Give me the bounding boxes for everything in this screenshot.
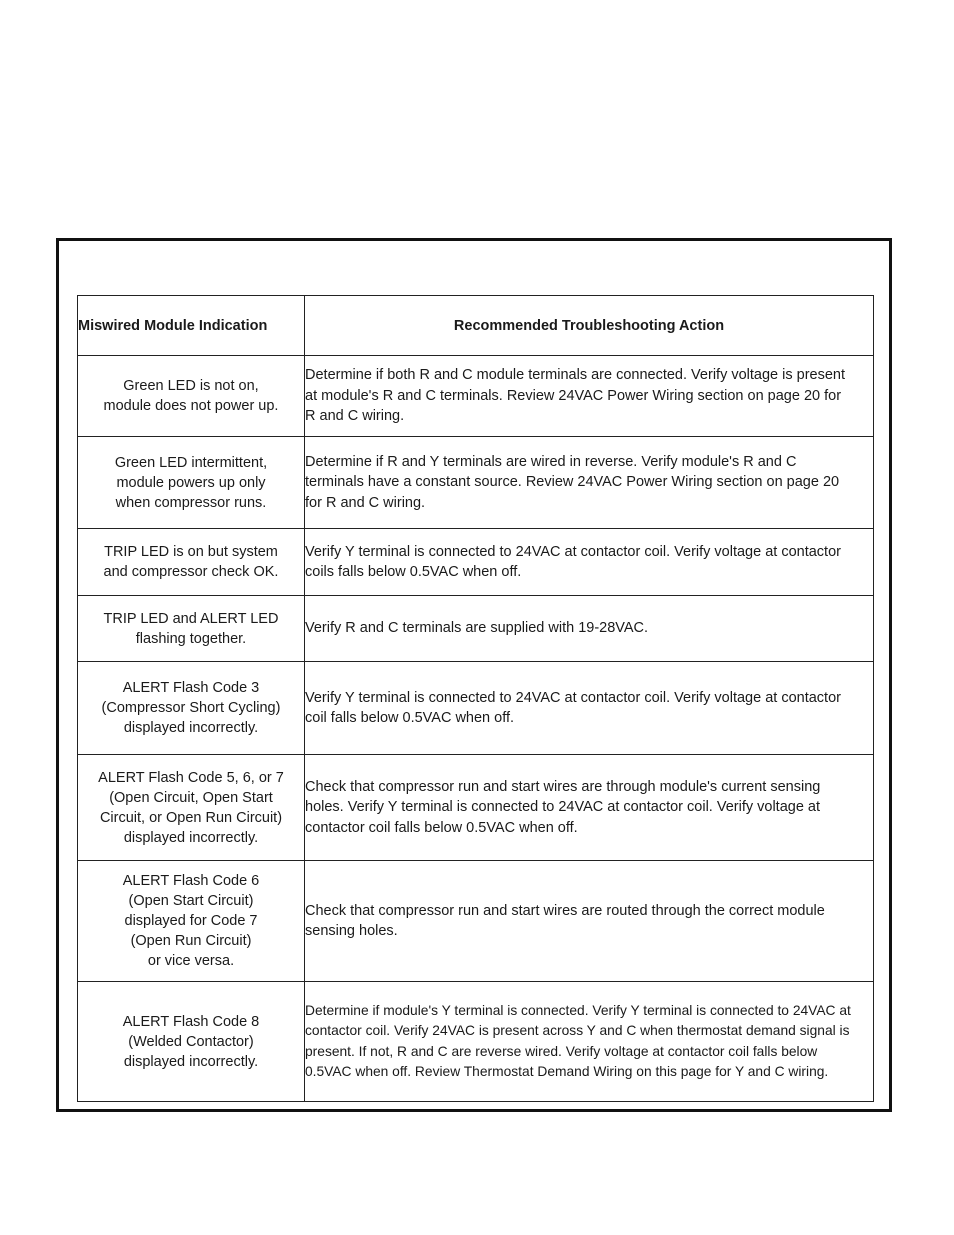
- indication-line: displayed for Code 7: [124, 913, 258, 929]
- indication-line: module does not power up.: [103, 398, 279, 414]
- indication-cell: [78, 662, 305, 755]
- action-line: Determine if R and Y terminals are wired in reverse. Verify module's R and C: [305, 453, 797, 470]
- indication-line: ALERT Flash Code 6: [122, 873, 260, 889]
- troubleshooting-table: [77, 295, 874, 1102]
- indication-cell: [78, 755, 305, 861]
- table-row: [78, 437, 874, 529]
- action-line: holes. Verify Y terminal is connected to 24VAC at contactor coil. Verify voltage at: [305, 799, 821, 816]
- action-line: sensing holes.: [305, 923, 398, 939]
- table-row: [78, 982, 874, 1102]
- indication-line: displayed incorrectly.: [123, 829, 259, 846]
- indication-line: (Open Run Circuit): [130, 933, 252, 949]
- action-line: for R and C wiring.: [305, 494, 426, 511]
- action-line: R and C wiring.: [305, 408, 405, 425]
- action-line: Check that compressor run and start wires are routed through the correct module: [305, 902, 825, 919]
- action-line: Determine if both R and C module terminals are connected. Verify voltage is present: [305, 367, 845, 384]
- action-cell: [305, 662, 874, 755]
- table-row: [78, 529, 874, 596]
- indication-line: Circuit, or Open Run Circuit): [99, 809, 283, 826]
- indication-line: ALERT Flash Code 3: [122, 680, 260, 696]
- indication-line: displayed incorrectly.: [123, 720, 259, 736]
- indication-line: flashing together.: [135, 630, 247, 647]
- header-indication: Miswired Module Indication: [78, 296, 305, 356]
- action-cell: [305, 356, 874, 437]
- action-line: coil falls below 0.5VAC when off.: [305, 710, 515, 726]
- indication-cell: [78, 982, 305, 1102]
- table-row: [78, 662, 874, 755]
- table-row: [78, 596, 874, 662]
- table-row: [78, 755, 874, 861]
- action-line: contactor coil. Verify 24VAC is present across Y and C when thermostat demand signal is: [305, 1023, 850, 1038]
- indication-line: TRIP LED is on but system: [104, 544, 278, 560]
- indication-cell: [78, 861, 305, 982]
- indication-cell: [78, 437, 305, 529]
- header-action: Recommended Troubleshooting Action: [305, 296, 874, 356]
- action-line: Verify Y terminal is connected to 24VAC at contactor coil. Verify voltage at contactor: [305, 689, 841, 706]
- indication-cell: [78, 596, 305, 662]
- action-cell: [305, 982, 874, 1102]
- indication-line: ALERT Flash Code 8: [122, 1013, 260, 1030]
- action-cell: [305, 437, 874, 529]
- action-cell: [305, 861, 874, 982]
- action-line: Verify Y terminal is connected to 24VAC at contactor coil. Verify voltage at contactor: [305, 543, 841, 560]
- indication-line: when compressor runs.: [115, 494, 267, 511]
- action-line: Check that compressor run and start wires are through module's current sensing: [305, 778, 821, 795]
- action-line: present. If not, R and C are reverse wired. Verify voltage at contactor coil falls below: [305, 1043, 818, 1059]
- indication-line: or vice versa.: [147, 953, 235, 969]
- indication-line: module powers up only: [116, 474, 266, 491]
- indication-line: displayed incorrectly.: [123, 1053, 259, 1070]
- action-cell: [305, 529, 874, 596]
- action-line: 0.5VAC when off. Review Thermostat Demand Wiring on this page for Y and C wiring.: [305, 1064, 829, 1079]
- action-line: coils falls below 0.5VAC when off.: [305, 564, 522, 580]
- indication-line: TRIP LED and ALERT LED: [103, 610, 279, 627]
- indication-cell: [78, 529, 305, 596]
- indication-line: (Open Start Circuit): [128, 893, 254, 909]
- indication-line: and compressor check OK.: [103, 564, 279, 580]
- action-line: Determine if module's Y terminal is connected. Verify Y terminal is connected to 24VAC at: [305, 1002, 851, 1018]
- indication-cell: [78, 356, 305, 437]
- indication-line: (Open Circuit, Open Start: [109, 789, 273, 806]
- action-cell: [305, 596, 874, 662]
- indication-line: Green LED is not on,: [123, 378, 259, 394]
- action-line: terminals have a constant source. Review 24VAC Power Wiring section on page 20: [305, 474, 840, 491]
- action-line: at module's R and C terminals. Review 24VAC Power Wiring section on page 20 for: [305, 387, 842, 404]
- action-line: Verify R and C terminals are supplied with 19-28VAC.: [305, 620, 649, 637]
- indication-line: (Welded Contactor): [128, 1033, 254, 1050]
- action-cell: [305, 755, 874, 861]
- action-line: contactor coil falls below 0.5VAC when off.: [305, 819, 578, 836]
- table-header-row: [78, 296, 874, 356]
- table-row: [78, 356, 874, 437]
- indication-line: ALERT Flash Code 5, 6, or 7: [98, 769, 284, 786]
- indication-line: (Compressor Short Cycling): [101, 700, 281, 716]
- indication-line: Green LED intermittent,: [114, 454, 268, 471]
- table-row: [78, 861, 874, 982]
